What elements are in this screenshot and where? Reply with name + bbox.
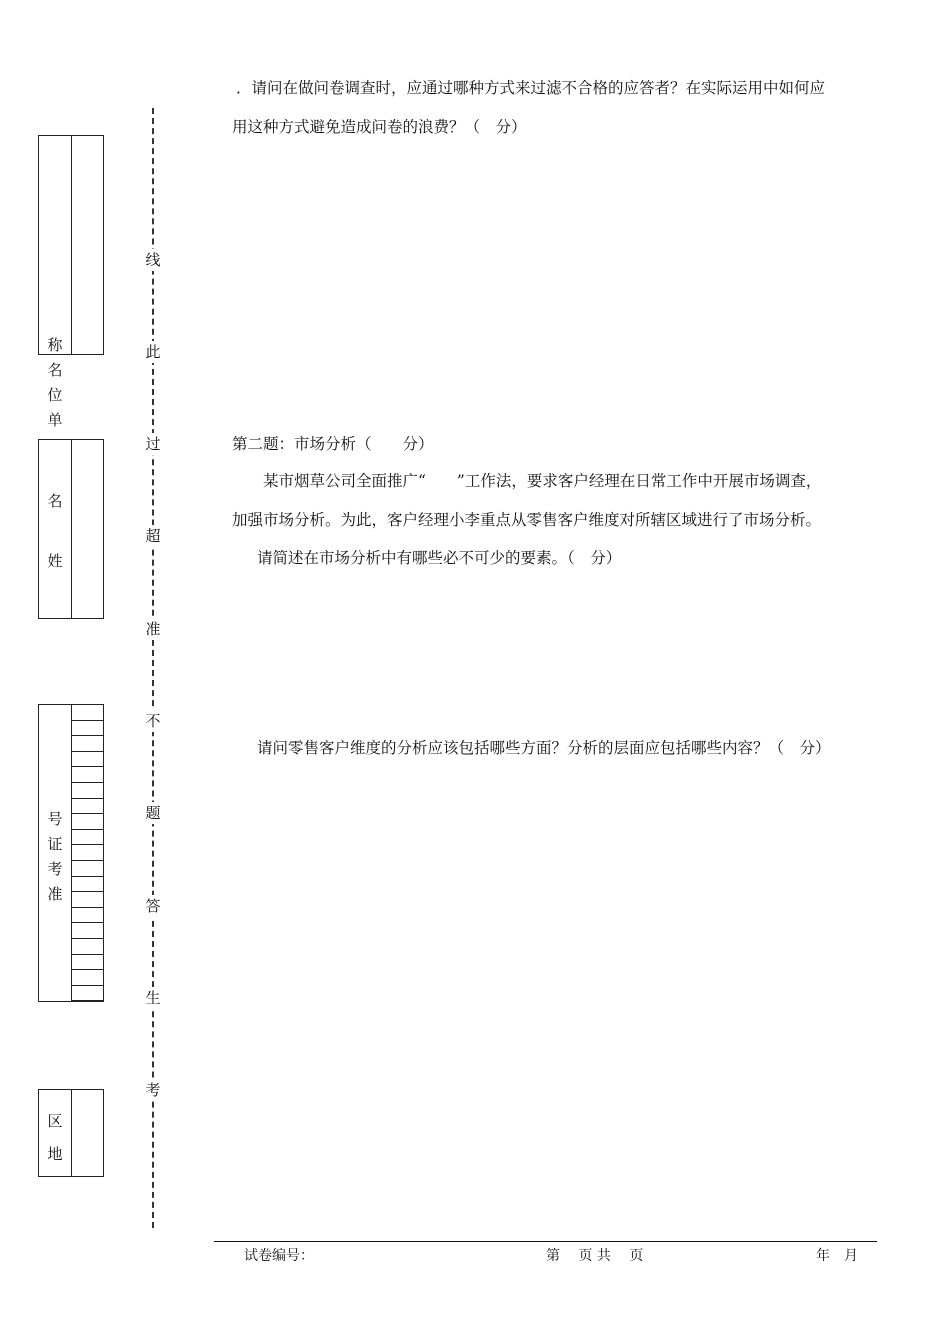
exam-id-cell[interactable]: [71, 845, 103, 861]
exam-id-cell[interactable]: [71, 908, 103, 924]
exam-id-cell[interactable]: [71, 705, 103, 721]
exam-id-cell[interactable]: [71, 892, 103, 908]
exam-id-box: [38, 704, 104, 1002]
exam-id-cell[interactable]: [71, 752, 103, 768]
student-name-box: [38, 439, 104, 619]
cut-line-char: 生: [142, 987, 164, 1009]
exam-id-cell[interactable]: [71, 767, 103, 783]
region-label: 区 地: [47, 1112, 63, 1163]
cut-line-char: 线: [142, 249, 164, 271]
box-divider: [71, 440, 72, 618]
exam-id-cell[interactable]: [71, 970, 103, 986]
cut-line-char: 准: [142, 618, 164, 640]
cut-line-char: 不: [142, 710, 164, 732]
name-label-char-2: 姓: [47, 552, 63, 570]
exam-id-cell[interactable]: [71, 783, 103, 799]
exam-id-cell[interactable]: [71, 923, 103, 939]
unit-name-label: 称 名 位 单: [47, 336, 63, 429]
exam-id-cell[interactable]: [71, 955, 103, 971]
cut-line: [152, 108, 154, 1228]
exam-id-label: 号 证 考 准: [47, 810, 63, 903]
exam-id-cell[interactable]: [71, 799, 103, 815]
question-2-1: 请简述在市场分析中有哪些必不可少的要素。（ 分）: [257, 549, 622, 567]
footer-rule: [214, 1241, 877, 1242]
cut-line-char: 过: [142, 433, 164, 455]
question-1-line-2: 用这种方式避免造成问卷的浪费？（ 分）: [232, 118, 527, 136]
name-label-char-1: 名: [47, 492, 63, 510]
cut-line-char: 考: [142, 1079, 164, 1101]
cut-line-char: 答: [142, 895, 164, 917]
exam-id-cell[interactable]: [71, 736, 103, 752]
exam-id-cell[interactable]: [71, 830, 103, 846]
cut-line-char: 题: [142, 802, 164, 824]
section-2-paragraph-line-1: 某市烟草公司全面推广“ ”工作法，要求客户经理在日常工作中开展市场调查，: [263, 472, 822, 490]
question-1-line-1: ．请问在做问卷调查时，应通过哪种方式来过滤不合格的应答者？在实际运用中如何应: [236, 79, 826, 97]
unit-name-box: [38, 135, 104, 429]
exam-id-cell[interactable]: [71, 721, 103, 737]
page-info: 第 页 共 页: [546, 1248, 644, 1264]
exam-id-cell[interactable]: [71, 814, 103, 830]
question-2-2: 请问零售客户维度的分析应该包括哪些方面？分析的层面应包括哪些内容？（ 分）: [257, 739, 831, 757]
box-divider: [71, 136, 72, 354]
date-label: 年 月: [816, 1248, 858, 1264]
region-box: [38, 1089, 104, 1177]
section-2-title: 第二题：市场分析（ 分）: [232, 435, 434, 453]
exam-id-grid[interactable]: [71, 705, 103, 1001]
section-2-paragraph-line-2: 加强市场分析。为此，客户经理小李重点从零售客户维度对所辖区域进行了市场分析。: [232, 511, 822, 529]
exam-id-cell[interactable]: [71, 986, 103, 1002]
cut-line-char: 此: [142, 341, 164, 363]
exam-number-label: 试卷编号：: [244, 1248, 314, 1264]
exam-id-cell[interactable]: [71, 939, 103, 955]
exam-id-cell[interactable]: [71, 861, 103, 877]
cut-line-char: 超: [142, 525, 164, 547]
box-divider: [71, 1090, 72, 1176]
exam-id-cell[interactable]: [71, 877, 103, 893]
